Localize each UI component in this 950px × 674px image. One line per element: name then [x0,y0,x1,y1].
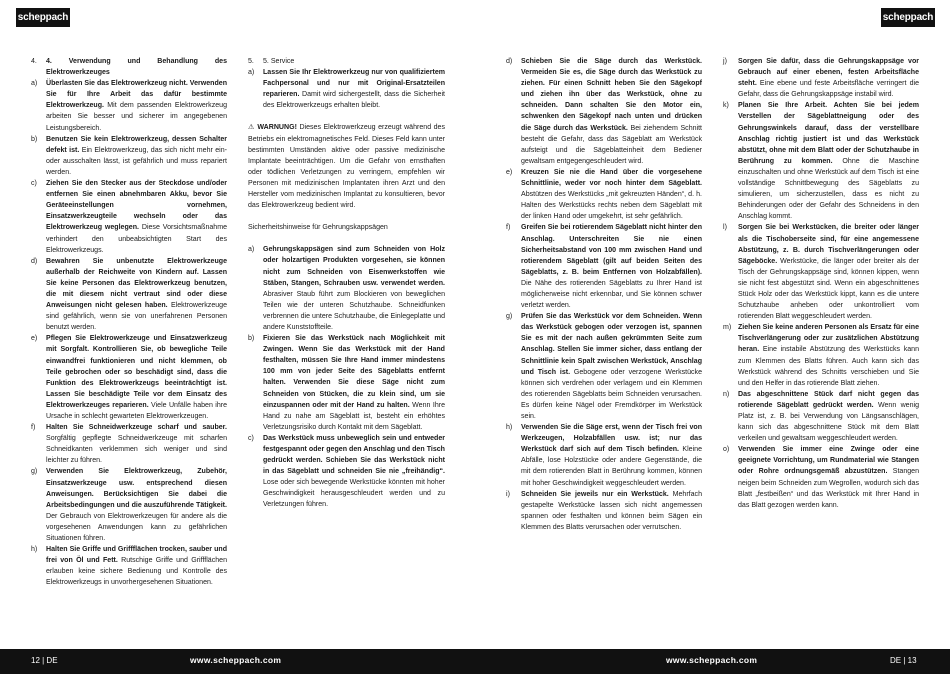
list-item [31,256,227,334]
marker: 5. [248,58,254,65]
marker: l) [723,224,727,232]
item-text: Wenn wenig Platz ist, z. B. bei Verwendung von Längsanschlägen, kann sich das abgeschnittene Stück mit dem Blatt verkeilen und gewaltsam weggeschleudert werden. [738,401,919,443]
marker: g) [31,468,38,476]
marker: h) [31,546,38,554]
list-item [506,422,702,489]
brand-logo-right: scheppach [881,8,935,27]
item-bold: Halten Sie Schneidwerkzeuge scharf und sauber. [46,424,227,432]
item-bold: Kreuzen Sie nie die Hand über die vorgesehene Schnittlinie, weder vor noch hinter dem Sägeblatt. [521,168,702,188]
item-text: Abrasiver Staub führt zum Blockieren von beweglichen Teilen wie der unteren Schutzhaube. Schneidfunken verbrennen die untere Schutzhaube, die Einlegeplatte und andere Kunststoffteile. [263,290,445,331]
list-item [31,466,227,544]
marker: c) [31,180,37,188]
list-item [506,56,702,167]
item-text: Wenn Ihre Hand zu nahe am Sägeblatt ist, besteht ein erhöhtes Verletzungsrisiko durch Kontakt mit dem Sägeblatt. [263,401,445,431]
marker: a) [248,246,255,254]
heading-text: 5. Service [263,58,295,65]
item-bold: Verwenden Sie die Säge erst, wenn der Tisch frei von Werkzeugen, Holzabfällen usw. ist; nur das Werkstück darf sich auf dem Tisch befinden. [521,424,702,454]
item-text: Der Gebrauch von Elektrowerkzeugen für andere als die vorgesehenen Anwendungen kann zu gefährlichen Situationen führen. [46,512,227,543]
marker: d) [506,58,513,65]
item-bold: Pflegen Sie Elektrowerkzeuge und Einsatzwerkzeug mit Sorgfalt. Kontrollieren Sie, ob bewegliche Teile einwandfrei funktionieren und nicht klemmen, ob Teile gebrochen oder so beschädigt sind, dass die Funktion des Elektrowerkzeugs beeinträchtigt ist. Lassen Sie beschädigte Teile vor dem Einsatz des Elektrowerkzeuges reparieren. [46,335,227,409]
page-number-right: DE | 13 [890,656,917,665]
list-item [31,78,227,133]
list-item [723,322,919,389]
item-bold: Verwenden Sie Elektrowerkzeug, Zubehör, Einsatzwerkzeuge usw. entsprechend diesen Anweisungen. Berücksichtigen Sie dabei die Arbeitsbedingungen und die auszuführende Tätigkeit. [46,468,227,509]
list-item [248,244,445,333]
marker: m) [723,324,732,332]
item-text: Eine instabile Abstützung des Werkstücks kann zum Klemmen des Blatts führen. Auch kann sich das Werkstück während des Schnitts verschieben und Sie und den Helfer in das rotierende Blatt ziehen. [738,346,919,387]
marker: e) [31,335,38,343]
item-bold: Ziehen Sie den Stecker aus der Steckdose und/oder entfernen Sie einen abnehmbaren Akku, bevor Sie Geräteeinstellungen vornehmen, Einsatzwerkzeugteile wechseln oder das Elektrowerkzeug weglegen. [46,180,227,232]
item-text: Damit wird sichergestellt, dass die Sicherheit des Elektrowerkzeugs erhalten bleibt. [263,91,445,110]
marker: 4. [31,58,37,65]
marker: c) [248,434,254,442]
item-text: Kleine Abfälle, lose Holzstücke oder andere Gegenstände, die mit dem rotierenden Blatt in Berührung kommen, können mit hoher Geschwindigkeit weggeschleudert werden. [521,446,702,487]
website-link-right[interactable]: www.scheppach.com [666,655,758,665]
list-item [31,333,227,422]
item-bold: Gehrungskappsägen sind zum Schneiden von Holz oder holzartigen Produkten vorgesehen, sie können nicht zum Schneiden von Eisenwerkstoffen wie Stäben, Stangen, Schrauben usw. verwendet werden. [263,246,445,287]
marker: a) [248,69,255,77]
list-item [506,222,702,311]
item-text: Werkstücke, die länger oder breiter als der Tisch der Gehrungskappsäge sind, können kippen, wenn sie nicht fest abgestützt sind. Wenn ein abgeschnittenes Stück Holz oder das Werkstück kippt, kann es die untere Schutzhaube anheben oder unkontrolliert vom rotierenden Blatt weggeschleudert werden. [738,257,919,321]
item-bold: Schneiden Sie jeweils nur ein Werkstück. [521,490,669,498]
marker: b) [248,335,255,343]
warning-icon: ⚠ [248,124,255,132]
brand-logo-left: scheppach [16,8,70,27]
list-item [31,134,227,178]
item-text: Rutschige Griffe und Griffflächen erlauben keine sichere Bedienung und Kontrolle des Elektrowerkzeugs in unvorhergesehenen Situationen. [46,557,227,587]
list-item [248,67,445,111]
item-bold: Benutzen Sie kein Elektrowerkzeug, dessen Schalter defekt ist. [46,135,227,154]
item-text: Diese Vorsichtsmaßnahme verhindert den unbeabsichtigten Start des Elektrowerkzeugs. [46,224,227,254]
marker: o) [723,446,730,454]
list-item [248,433,445,511]
item-bold: Greifen Sie bei rotierendem Sägeblatt nicht hinter den Anschlag. Unterschreiten Sie nie einen Sicherheitsabstand von 100 mm zwischen Hand und rotierendem Sägeblatt (gilt auf beiden Seiten des Sägeblatts, z. B. beim Entfernen von Holzabfällen). [521,224,702,276]
item-bold: Verwenden Sie immer eine Zwinge oder eine geeignete Vorrichtung, um Rundmaterial wie Stangen oder Rohre ordnungsgemäß abzustützen. [738,446,919,476]
marker: e) [506,168,513,176]
item-text: Gebogene oder verzogene Werkstücke können sich verdrehen oder verlagern und ein Klemmen des rotierenden Sägeblatts beim Schneiden verursachen. Es dürfen keine Nägel oder Fremdkörper im Werkstück sein. [521,368,702,420]
website-link-left[interactable]: www.scheppach.com [190,655,282,665]
item-bold: Sorgen Sie bei Werkstücken, die breiter oder länger als die Tischoberseite sind, für eine angemessene Abstützung, z. B. durch Tischverlängerungen oder Sägeböcke. [738,224,919,265]
item-bold: Überlasten Sie das Elektrowerkzeug nicht. Verwenden Sie für Ihre Arbeit das dafür bestimmte Elektrowerkzeug. [46,80,227,110]
list-item [31,178,227,256]
item-bold: Planen Sie Ihre Arbeit. Achten Sie bei jedem Verstellen der Sägeblattneigung oder des Gehrungswinkels darauf, dass der verstellbare Anschlag richtig justiert ist und das Werkstück abstützt, ohne mit dem Blatt oder der Schutzhaube in Berührung zu kommen. [738,102,919,165]
page-number-left: 12 | DE [31,656,58,665]
marker: n) [723,390,730,398]
warning-paragraph [248,122,445,211]
list-item [31,422,227,466]
list-item [506,311,702,422]
list-item [31,544,227,588]
item-text: Viele Unfälle haben ihre Ursache in schlecht gewarteten Elektrowerkzeugen. [46,401,227,420]
item-text: Mit dem passenden Elektrowerkzeug arbeiten Sie besser und sicherer im angegebenen Leistungsbereich. [46,102,227,132]
list-item [506,489,702,533]
item-text: Sorgfältig gepflegte Schneidwerkzeuge mit scharfen Schneidkanten verklemmen sich weniger und sind leichter zu führen. [46,435,227,465]
item-text: Ein Elektrowerkzeug, das sich nicht mehr ein- oder ausschalten lässt, ist gefährlich und muss repariert werden. [46,146,227,176]
subsection-heading: Sicherheitshinweise für Gehrungskappsägen [248,224,388,232]
item-bold: Das Werkstück muss unbeweglich sein und entweder festgespannt oder gegen den Anschlag und den Tisch gedrückt werden. Schieben Sie das Werkstück nicht in das Sägeblatt und schneiden Sie nie „freihändig“. [263,434,445,476]
marker: f) [506,224,511,232]
item-text: Eine ebene und feste Arbeitsfläche verringert die Gefahr, dass die Gehrungskappsäge instabil wird. [738,80,919,99]
list-item [723,389,919,444]
item-bold: Bewahren Sie unbenutzte Elektrowerkzeuge außerhalb der Reichweite von Kindern auf. Lassen Sie keine Personen das Elektrowerkzeug benutzen, die mit diesem nicht vertraut sind oder diese Anweisungen nicht gelesen haben. [46,257,227,310]
list-item [723,444,919,511]
item-text: Ohne die Maschine einzuschalten und ohne Werkstück auf dem Tisch ist eine vollständige Schnittbewegung des Sägeblatts zu simulieren, um sicherzustellen, dass es nicht zu Behinderungen oder der Gefahr des Schneidens in den Anschlag kommt. [738,157,919,221]
section-heading-4 [31,56,227,78]
marker: f) [31,424,36,432]
column-1-body [31,56,227,589]
page-footer [0,649,950,674]
item-bold: Fixieren Sie das Werkstück nach Möglichkeit mit Zwingen. Wenn Sie das Werkstück mit der Hand festhalten, müssen Sie Ihre Hand immer mindestens 100 mm von jeder Seite des Sägeblatts entfernt halten. Verwenden Sie diese Säge nicht zum Schneiden von Stücken, die zu klein sind, um sie einzuspannen oder mit der Hand zu halten. [263,335,445,409]
marker: d) [31,257,38,265]
item-bold: Halten Sie Griffe und Griffflächen trocken, sauber und frei von Öl und Fett. [46,546,227,565]
marker: g) [506,313,513,321]
heading-text: 4. Verwendung und Behandlung des Elektrowerkzeuges [46,58,227,77]
item-bold: Das abgeschnittene Stück darf nicht gegen das rotierende Sägeblatt gedrückt werden. [738,390,919,409]
item-text: Elektrowerkzeuge sind gefährlich, wenn sie von unerfahrenen Personen benutzt werden. [46,302,227,332]
item-bold: Sorgen Sie dafür, dass die Gehrungskappsäge vor Gebrauch auf einer ebenen, festen Arbeitsfläche steht. [738,58,919,88]
list-item [723,222,919,322]
marker: i) [506,490,510,498]
list-item [723,100,919,222]
column-2 [248,56,445,511]
list-item [723,56,919,100]
item-text: Bei ziehendem Schnitt besteht die Gefahr, dass das Sägeblatt am Werkstück aufsteigt und die Sägeblatteinheit dem Bediener gewaltsam entgegengeschleudert wird. [521,124,703,165]
list-item [506,167,702,222]
warning-text: Dieses Elektrowerkzeug erzeugt während des Betriebs ein elektromagnetisches Feld. Dieses Feld kann unter bestimmten Umständen aktive oder passive medizinische Implantate beeinträchtigen. Um die Gefahr von ernsthaften oder tödlichen Verletzungen zu verringern, empfehlen wir Personen mit medizinischen Implantaten ihren Arzt und den Hersteller vom medizinischen Implantat zu konsultieren, bevor das Elektrowerkzeug bedient wird. [248,124,445,210]
item-text: Die Nähe des rotierenden Sägeblatts zu Ihrer Hand ist möglicherweise nicht erkennbar, und Sie können schwer verletzt werden. [521,279,702,310]
marker: b) [31,135,38,143]
marker: a) [31,80,38,88]
warning-label: WARNUNG! [257,124,297,132]
marker: k) [723,102,729,110]
item-bold: Prüfen Sie das Werkstück vor dem Schneiden. Wenn das Werkstück gebogen oder verzogen ist, spannen Sie es mit der nach außen gekrümmten Seite zum Anschlag. Stellen Sie immer sicher, dass entlang der Schnittlinie kein Spalt zwischen Werkstück, Anschlag und Tisch ist. [521,313,702,376]
list-item [248,333,445,433]
item-bold: Lassen Sie Ihr Elektrowerkzeug nur von qualifiziertem Fachpersonal und nur mit Original-Ersatzteilen reparieren. [263,69,445,99]
item-bold: Schieben Sie die Säge durch das Werkstück. Vermeiden Sie es, die Säge durch das Werkstück zu ziehen. Für einen Schnitt heben Sie den Sägekopf und ziehen ihn über das Werkstück, ohne zu schneiden. Dann schalten Sie den Motor ein, schwenken den Sägekopf nach unten und drücken die Säge durch das Werkstück. [521,58,702,132]
column-4 [723,56,919,511]
section-heading-5 [248,56,445,67]
item-text: Mehrfach gestapelte Werkstücke lassen sich nicht angemessen spannen oder festhalten und können beim Sägen ein Klemmen des Blatts verursachen oder verrutschen. [521,490,702,531]
item-text: Lose oder sich bewegende Werkstücke könnten mit hoher Geschwindigkeit herausgeschleudert werden und zu Verletzungen führen. [263,479,445,509]
item-text: Abstützen des Werkstücks „mit gekreuzten Händen“, d. h. Halten des Werkstücks rechts neben dem Sägeblatt mit der linken Hand oder umgekehrt, ist sehr gefährlich. [521,191,702,221]
item-text: Stangen neigen beim Schneiden zum Wegrollen, wodurch sich das Blatt „festbeißen“ und das Werkstück mit Ihrer Hand in das Blatt gezogen werden kann. [738,468,919,509]
marker: h) [506,424,513,432]
column-3 [506,56,702,533]
item-bold: Ziehen Sie keine anderen Personen als Ersatz für eine Tischverlängerung oder zur zusätzlichen Abstützung heran. [738,324,919,354]
marker: j) [723,58,727,65]
